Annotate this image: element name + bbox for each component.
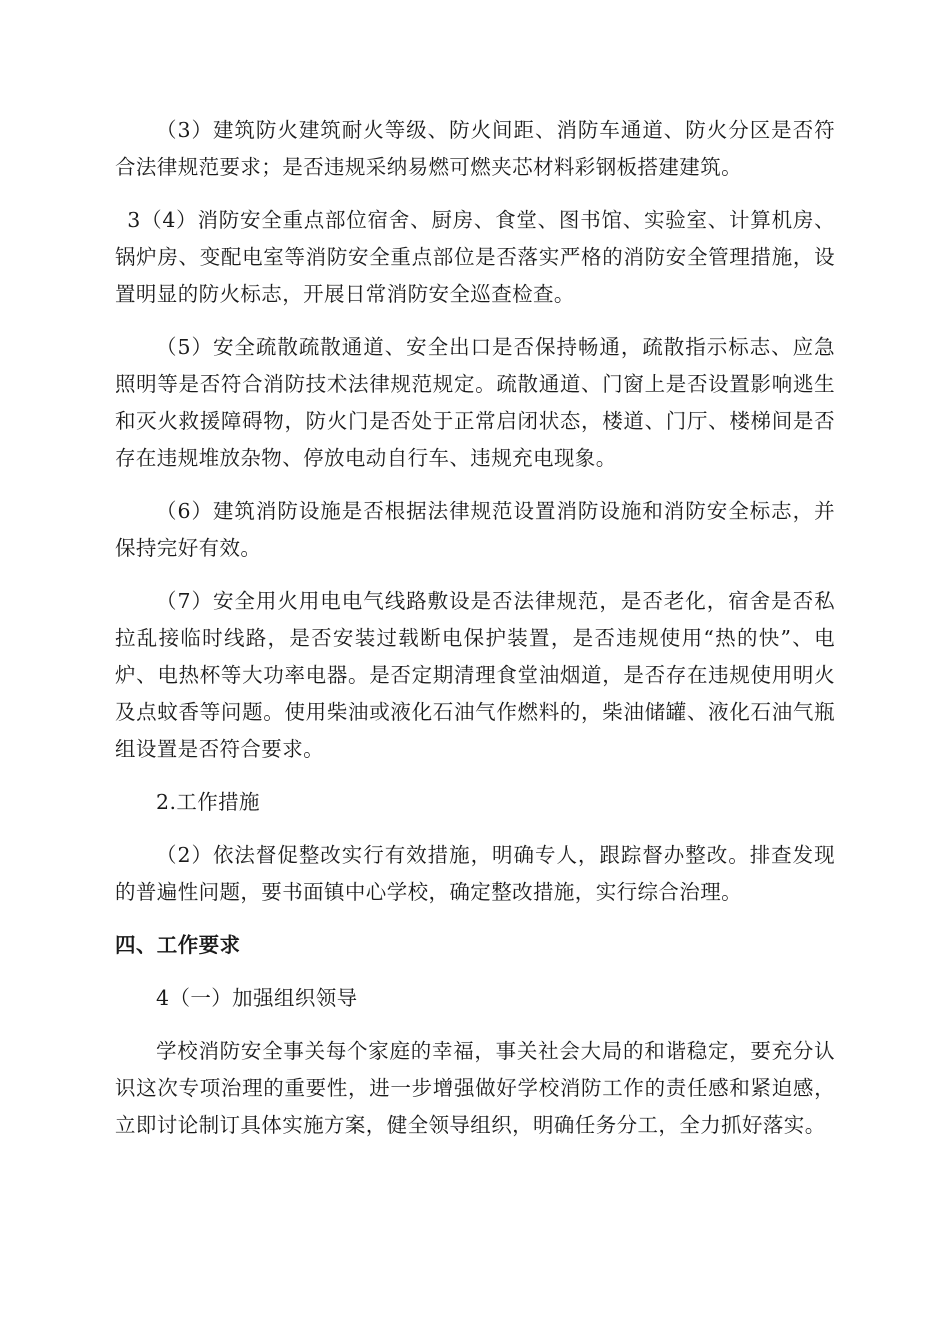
paragraph-fire-and-electricity-use: （7）安全用火用电电气线路敷设是否法律规范，是否老化，宿舍是否私拉乱接临时线路，是否安装过载断电保护装置，是否违规使用“热的快”、电炉、电热杯等大功率电器。是否定期清理食堂油烟道，是否存在违规使用明火及点蚊香等问题。使用柴油或液化石油气作燃料的，柴油储罐、液化石油气瓶组设置是否符合要求。	[115, 589, 835, 761]
paragraph-key-fire-safety-areas: 3（4）消防安全重点部位宿舍、厨房、食堂、图书馆、实验室、计算机房、锅炉房、变配电室等消防安全重点部位是否落实严格的消防安全管理措施，设置明显的防火标志，开展日常消防安全巡查检查。	[115, 208, 835, 306]
paragraph-school-fire-safety: 学校消防安全事关每个家庭的幸福，事关社会大局的和谐稳定，要充分认识这次专项治理的重要性，进一步增强做好学校消防工作的责任感和紧迫感，立即讨论制订具体实施方案，健全领导组织，明确任务分工，全力抓好落实。	[115, 1039, 835, 1137]
paragraph-strengthen-leadership-title: 4（一）加强组织领导	[156, 986, 358, 1010]
paragraph-work-measures-title: 2.工作措施	[156, 790, 260, 814]
document-page	[115, 112, 835, 1160]
paragraph-safe-evacuation: （5）安全疏散疏散通道、安全出口是否保持畅通，疏散指示标志、应急照明等是否符合消防技术法律规范规定。疏散通道、门窗上是否设置影响逃生和灭火救援障碍物，防火门是否处于正常启闭状态，楼道、门厅、楼梯间是否存在违规堆放杂物、停放电动自行车、违规充电现象。	[115, 335, 835, 470]
paragraph-rectification: （2）依法督促整改实行有效措施，明确专人，跟踪督办整改。排查发现的普遍性问题，要书面镇中心学校，确定整改措施，实行综合治理。	[115, 843, 835, 904]
paragraph-fire-facilities: （6）建筑消防设施是否根据法律规范设置消防设施和消防安全标志，并保持完好有效。	[115, 499, 835, 560]
section-heading-work-requirements: 四、工作要求	[115, 933, 241, 957]
paragraph-building-fire-protection: （3）建筑防火建筑耐火等级、防火间距、消防车通道、防火分区是否符合法律规范要求；是否违规采纳易燃可燃夹芯材料彩钢板搭建建筑。	[115, 118, 835, 179]
